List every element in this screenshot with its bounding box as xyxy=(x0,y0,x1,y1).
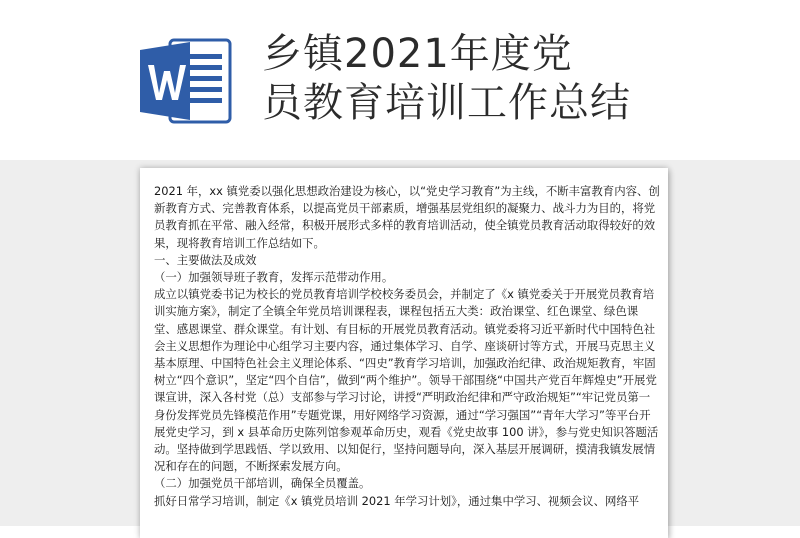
title-line-1: 乡镇2021年度党 xyxy=(262,31,573,77)
subsection-heading: （一）加强领导班子教育，发挥示范带动作用。 xyxy=(154,270,394,285)
document-title xyxy=(262,30,782,128)
header-banner xyxy=(0,0,800,160)
body-paragraph: 成立以镇党委书记为校长的党员教育培训学校校务委员会，并制定了《x 镇党委关于开展党员教育培训实施方案》，制定了全镇全年党员培训课程表，课程包括五大类：政治课堂、红色课堂、绿色课堂、感恩课堂、群众课堂。有计划、有目标的开展党员教育活动。镇党委将习近平新时代中国特色社会主义思想作为理论中心组学习主要内容，通过集体学习、自学、座谈研讨等方式，开展马克思主义基本原理、中国特色社会主义理论体系、“四史”教育学习培训，加强政治纪律、政治规矩教育，牢固树立“四个意识”，坚定“四个自信”，做到“两个维护”。领导干部围绕“中国共产党百年辉煌史”开展党课宣讲，深入各村党（总）支部参与学习讨论，讲授“严明政治纪律和严守政治规矩”“牢记党员第一身份发挥党员先锋模范作用”专题党课，用好网络学习资源，通过“学习强国”“青年大学习”等平台开展党史学习，到 x 县革命历史陈列馆参观革命历史，观看《党史故事 100 讲》，参与党史知识答题活动。坚持做到学思践悟、学以致用、以知促行，坚持问题导向，深入基层开展调研，摸清我镇发展情况和存在的问题，不断探索发展方向。 xyxy=(154,287,659,474)
body-paragraph: 抓好日常学习培训，制定《x 镇党员培训 2021 年学习计划》，通过集中学习、视频会议、网络平 xyxy=(154,493,640,508)
section-heading: 一、主要做法及成效 xyxy=(154,252,257,267)
intro-paragraph: 2021 年，xx 镇党委以强化思想政治建设为核心，以“党史学习教育”为主线，不断丰富教育内容、创新教育方式、完善教育体系，以提高党员干部素质，增强基层党组织的凝聚力、战斗力为目的，将党员教育抓在平常、融入经常，积极开展形式多样的教育培训活动，使全镇党员教育活动取得较好的效果，现将教育培训工作总结如下。 xyxy=(154,184,660,250)
subsection-heading: （二）加强党员干部培训，确保全员覆盖。 xyxy=(154,476,371,491)
word-document-icon xyxy=(140,38,232,124)
document-body xyxy=(154,183,660,510)
title-line-2: 员教育培训工作总结 xyxy=(262,80,631,126)
